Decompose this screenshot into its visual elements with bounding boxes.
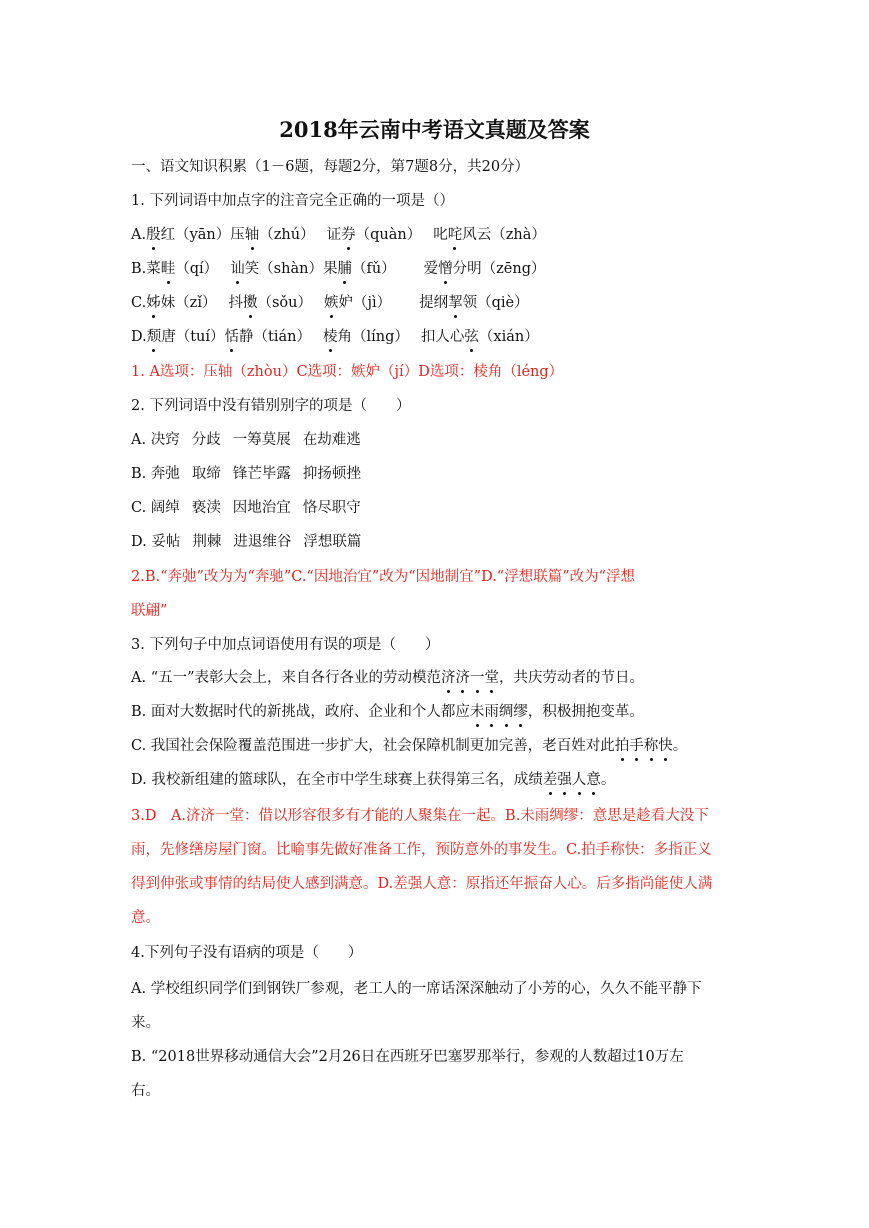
q2-answer-line-1: 2.B.“奔弛”改为为“奔驰”C.“因地治宜”改为“因地制宜”D.“浮想联篇”改为“浮想 (131, 569, 636, 585)
emphasis-dot-char: 拍 (614, 738, 630, 754)
q2-option-b: B. 奔弛 取缔 锋芒毕露 抑扬顿挫 (131, 466, 361, 482)
q1-option-b: B.菜畦（qí） 讪笑（shàn）果脯（fǔ） 爱憎分明（zēng） (131, 261, 546, 277)
section-heading: 一、语文知识积累（1－6题，每题2分，第7题8分，共20分） (131, 159, 530, 175)
q4-option-b-line-1: B. “2018世界移动通信大会”2月26日在西班牙巴塞罗那举行，参观的人数超过10万左 (131, 1049, 684, 1065)
q4-stem: 4.下列句子没有语病的项是（ ） (131, 945, 363, 961)
q2-option-d: D. 妥帖 荆棘 进退维谷 浮想联篇 (131, 534, 362, 550)
q1-option-a: A.殷红（yān）压轴（zhú） 证券（quàn） 叱咤风云（zhà） (131, 227, 546, 243)
q3-b-dotted-word (470, 702, 528, 722)
emphasis-dot-char: 济 (455, 670, 471, 686)
q2-answer-line-2: 联翩” (131, 603, 168, 619)
q1-option-d: D.颓唐（tuí）恬静（tián） 棱角（líng） 扣人心弦（xián） (131, 329, 539, 345)
emphasis-dot-char: 绸 (498, 704, 514, 720)
q3-d-dotted-word (543, 770, 601, 790)
emphasis-dot-char: 手 (629, 738, 644, 754)
emphasis-dot-char: 堂 (484, 670, 500, 686)
q3-answer-line-4: 意。 (131, 910, 160, 926)
q2-option-c: C. 阔绰 亵渎 因地治宜 恪尽职守 (131, 500, 361, 516)
emphasis-dot-char: 称 (643, 738, 659, 754)
emphasis-dot-char: 快 (658, 738, 673, 754)
q3-option-d: D. 我校新组建的篮球队，在全市中学生球赛上获得第三名，成绩差强人意。 (131, 772, 616, 788)
emphasis-dot-char: 缪 (513, 704, 528, 720)
emphasis-dot-char: 未 (469, 704, 485, 720)
q3-answer-line-3: 得到伸张或事情的结局使人感到满意。D.差强人意：原指还年振奋人心。后多指尚能使人满 (131, 876, 713, 892)
q4-option-a-line-1: A. 学校组织同学们到钢铁厂参观，老工人的一席话深深触动了小芳的心，久久不能平静下 (131, 981, 702, 997)
q2-stem: 2. 下列词语中没有错别别字的项是（ ） (131, 398, 411, 414)
q1-option-c: C.姊妹（zǐ） 抖擞（sǒu） 嫉妒（jì） 提纲挈领（qiè） (131, 295, 529, 311)
emphasis-dot-char: 人 (571, 772, 587, 788)
emphasis-dot-char: 意 (586, 772, 601, 788)
q2-option-a: A. 决窍 分歧 一筹莫展 在劫难逃 (131, 432, 361, 448)
emphasis-dot-char: 济 (441, 670, 456, 686)
q3-c-dotted-word (615, 736, 673, 756)
q3-option-b: B. 面对大数据时代的新挑战，政府、企业和个人都应未雨绸缪，积极拥抱变革。 (131, 704, 644, 720)
q4-option-a-line-2: 来。 (131, 1015, 160, 1031)
emphasis-dot-char: 雨 (484, 704, 499, 720)
q3-option-a: A. “五一”表彰大会上，来自各行各业的劳动模范济济一堂，共庆劳动者的节日。 (131, 670, 645, 686)
q4-option-b-line-2: 右。 (131, 1083, 160, 1099)
q3-a-dotted-word (441, 668, 499, 688)
q3-answer-line-2: 雨，先修缮房屋门窗。比喻事先做好准备工作，预防意外的事发生。C.拍手称快：多指正义 (131, 842, 712, 858)
q3-option-c: C. 我国社会保险覆盖范围进一步扩大，社会保障机制更加完善，老百姓对此拍手称快。 (131, 738, 688, 754)
q3-stem: 3. 下列句子中加点词语使用有误的项是（ ） (131, 637, 440, 653)
q1-stem: 1. 下列词语中加点字的注音完全正确的一项是（） (131, 193, 454, 209)
emphasis-dot-char: 差 (542, 772, 558, 788)
page-title: 2018年云南中考语文真题及答案 (279, 117, 590, 142)
q1-answer: 1. A选项：压轴（zhòu）C选项：嫉妒（jí）D选项：棱角（léng） (131, 364, 564, 380)
emphasis-dot-char: 一 (470, 670, 485, 686)
q3-answer-line-1: 3.D A.济济一堂：借以形容很多有才能的人聚集在一起。B.未雨绸缪：意思是趁看大没下 (131, 808, 709, 824)
emphasis-dot-char: 强 (557, 772, 572, 788)
